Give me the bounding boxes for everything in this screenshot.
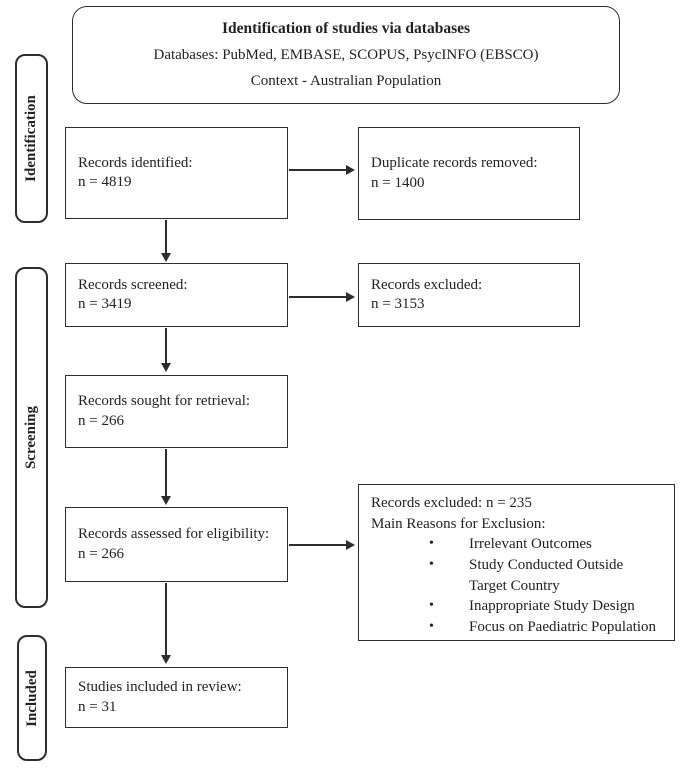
stage-included xyxy=(17,635,47,761)
list-item xyxy=(371,534,664,555)
list-item xyxy=(371,555,664,596)
bullet-marker: • xyxy=(429,598,434,614)
box-studies-included xyxy=(65,667,288,728)
box-records-screened-count: n = 3419 xyxy=(78,296,132,312)
box-records-identified-count: n = 4819 xyxy=(78,174,132,190)
bullet-marker: • xyxy=(429,536,434,552)
stage-screening-label: Screening xyxy=(23,405,39,470)
box-records-assessed xyxy=(65,507,288,582)
arrow-assessed-to-included xyxy=(165,583,167,656)
box-exclusion-reasons xyxy=(358,484,675,641)
arrow-screened-to-sought xyxy=(165,328,167,364)
box-duplicate-records-removed xyxy=(358,127,580,220)
exclusion-reason: Focus on Paediatric Population xyxy=(469,619,657,636)
arrow-identified-to-screened xyxy=(165,220,167,254)
stage-identification-label: Identification xyxy=(23,95,40,182)
stage-identification xyxy=(15,54,48,223)
box-duplicate-records-removed-text: Duplicate records removed: xyxy=(371,155,538,171)
bullet-marker: • xyxy=(429,557,434,573)
exclusion-reason: Irrelevant Outcomes xyxy=(469,536,592,553)
diagram-title: Identification of studies via databases xyxy=(221,20,471,37)
box-records-sought-text: Records sought for retrieval: xyxy=(78,393,251,409)
exclusion-reasons-heading: Main Reasons for Exclusion: xyxy=(371,515,546,532)
arrow-sought-to-assessed xyxy=(165,449,167,497)
box-records-sought-count: n = 266 xyxy=(78,412,124,429)
list-item xyxy=(371,617,664,638)
stage-screening xyxy=(15,267,48,608)
title-box xyxy=(72,6,620,104)
box-studies-included-count: n = 31 xyxy=(78,698,117,715)
box-records-screened-text: Records screened: xyxy=(78,276,188,293)
box-records-screened xyxy=(65,263,288,327)
box-records-assessed-text: Records assessed for eligibility: xyxy=(78,526,270,542)
databases-line: Databases: PubMed, EMBASE, SCOPUS, PsycINFO (EBSCO) xyxy=(153,47,539,63)
context-line: Context - Australian Population xyxy=(250,73,442,89)
stage-included-label: Included xyxy=(23,669,40,727)
box-records-assessed-count: n = 266 xyxy=(78,545,124,562)
box-studies-included-text: Studies included in review: xyxy=(78,679,242,695)
arrow-identified-to-duplicates xyxy=(289,169,347,171)
exclusion-reason: Inappropriate Study Design xyxy=(469,598,635,615)
box-records-sought xyxy=(65,375,288,448)
exclusion-reason: Study Conducted Outside Target Country xyxy=(469,557,624,594)
box-records-identified-text: Records identified: xyxy=(78,154,193,171)
box-records-excluded-count: n = 3153 xyxy=(371,296,425,312)
box-duplicate-records-removed-count: n = 1400 xyxy=(371,174,425,191)
arrow-screened-to-excluded xyxy=(289,296,347,298)
bullet-marker: • xyxy=(429,619,434,635)
box-records-identified xyxy=(65,127,288,219)
arrow-assessed-to-exclusion-reasons xyxy=(289,544,347,546)
exclusion-count-line: Records excluded: n = 235 xyxy=(371,495,532,511)
exclusion-reasons-list xyxy=(371,534,664,637)
box-records-excluded-text: Records excluded: xyxy=(371,276,483,293)
box-records-excluded xyxy=(358,263,580,327)
list-item xyxy=(371,596,664,617)
